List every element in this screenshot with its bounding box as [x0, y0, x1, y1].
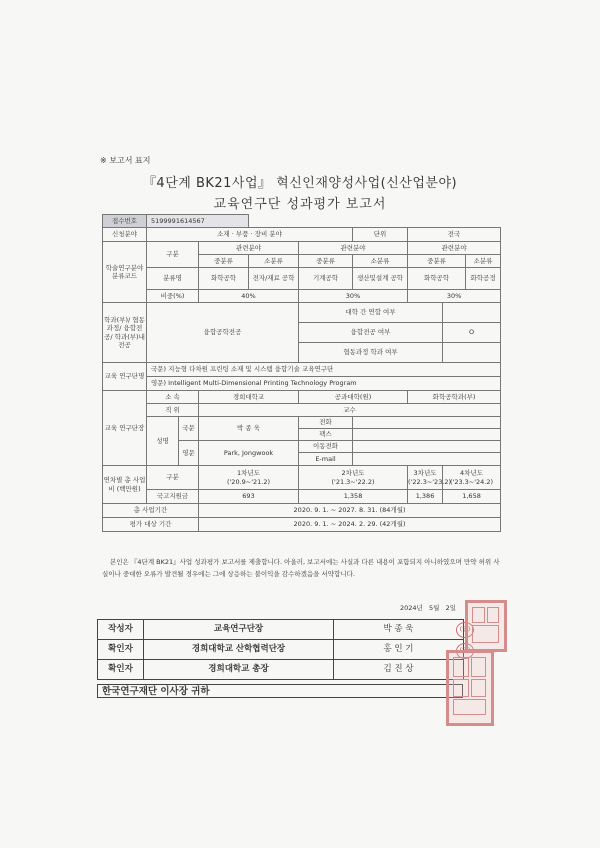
declaration-text: 본인은 『4단계 BK21』사업 성과평가 보고서를 제출합니다. 아울러, 보고서에는 사실과 다른 내용이 포함되지 아니하였으며 만약 허위 사실이나 중대한 오류가 발견될 경우에는 그에 상응하는 불이익을 감수하겠음을 서약합니다. — [102, 558, 500, 578]
year-3-name: 3차년도 — [413, 469, 437, 478]
convergence-question: 융합전공 여부 — [299, 323, 443, 343]
year-2 — [299, 466, 408, 490]
mid-header-2: 중분류 — [299, 255, 353, 268]
affiliation-college: 공과대학(원) — [299, 391, 408, 404]
affiliation-univ: 경희대학교 — [199, 391, 299, 404]
class-name-label: 분류명 — [147, 268, 199, 290]
year-3-period: ('22.3~'23.2) — [408, 477, 452, 486]
affiliation-dept: 화학공학과(부) — [408, 391, 501, 404]
year-4-name: 4차년도 — [460, 469, 484, 478]
mid-header-1: 중분류 — [199, 255, 249, 268]
date-month: 5월 — [429, 604, 440, 612]
mobile-label: 이동전화 — [299, 441, 353, 453]
class-mid-2: 기계공학 — [299, 268, 353, 290]
official-seal-small — [465, 600, 507, 652]
joint-question: 대학 간 연합 여부 — [299, 303, 443, 323]
signature-table — [97, 619, 464, 680]
name-en-label: 영문 — [179, 441, 199, 466]
mid-header-3: 중분류 — [408, 255, 466, 268]
sign-role-1: 작성자 — [98, 620, 144, 640]
date-day: 2일 — [445, 604, 457, 612]
ratio-label: 비중(%) — [147, 290, 199, 303]
dept-value: 융합공학전공 — [147, 303, 299, 363]
leader-label: 교육 연구단장 — [103, 391, 147, 466]
phone-label: 전화 — [299, 417, 353, 429]
sign-role-2: 확인자 — [98, 640, 144, 660]
email-label: E-mail — [299, 453, 353, 466]
name-en: Park, Jongwook — [199, 441, 299, 466]
related-field-2: 관련분야 — [299, 242, 408, 255]
fax-value — [353, 429, 501, 441]
sign-name-1 — [334, 620, 464, 640]
eval-period-label: 평가 대상 기간 — [103, 518, 199, 532]
class-mid-1: 화학공학 — [199, 268, 249, 290]
year-3 — [408, 466, 452, 490]
class-small-2: 생산및설계 공학 — [353, 268, 408, 290]
year-2-period: ('21.3~'22.2) — [331, 477, 375, 486]
footer-addressee: 한국연구재단 이사장 귀하 — [97, 684, 463, 698]
seal-mark-2: (인) — [456, 643, 474, 659]
class-small-1: 전자/재료 공학 — [249, 268, 299, 290]
convergence-answer: O — [443, 323, 501, 343]
small-header-2: 소분류 — [353, 255, 408, 268]
gov-fund-4: 1,658 — [443, 490, 501, 504]
submission-date — [400, 603, 456, 612]
cooperative-question: 협동과정 학과 여부 — [299, 343, 443, 363]
name-label: 성명 — [147, 417, 179, 466]
ratio-3: 30% — [408, 290, 501, 303]
year-1-period: ('20.9~'21.2) — [226, 477, 271, 486]
dept-label: 학과(부)/ 협동과정/ 융합전공/ 학과(부)내 전공 — [103, 303, 147, 363]
gov-fund-1: 693 — [199, 490, 299, 504]
sign-org-2: 경희대학교 산학협력단장 — [144, 640, 334, 660]
total-period-label: 총 사업기간 — [103, 504, 199, 518]
date-year: 2024년 — [400, 604, 423, 612]
reception-label: 접수번호 — [103, 215, 147, 228]
field-value: 소재 · 부품 · 장비 분야 — [147, 228, 353, 242]
cooperative-answer — [443, 343, 501, 363]
ratio-1: 40% — [199, 290, 299, 303]
year-label: 구분 — [147, 466, 199, 490]
gov-fund-label: 국고지원금 — [147, 490, 199, 504]
year-1 — [199, 466, 299, 490]
small-header-3: 소분류 — [466, 255, 501, 268]
field-label: 신청분야 — [103, 228, 147, 242]
name-kr: 박 종 욱 — [199, 417, 299, 441]
email-value — [353, 453, 501, 466]
unit-value: 전국 — [408, 228, 501, 242]
class-mid-3: 화학공학 — [408, 268, 466, 290]
phone-value — [353, 417, 501, 429]
name-kr-label: 국문 — [179, 417, 199, 441]
mobile-value — [353, 441, 501, 453]
gov-fund-3: 1,386 — [408, 490, 443, 504]
position-value: 교수 — [199, 404, 501, 417]
sign-org-1: 교육연구단장 — [144, 620, 334, 640]
related-field-3: 관련분야 — [408, 242, 501, 255]
report-cover-form — [102, 214, 501, 532]
seal-mark-1: (인) — [456, 622, 474, 638]
related-field-1: 관련분야 — [199, 242, 299, 255]
sign-org-3: 경희대학교 총장 — [144, 660, 334, 680]
ratio-2: 30% — [299, 290, 408, 303]
sign-name-1-text: 박 종 욱 — [383, 624, 414, 635]
reception-number: 5199991614567 — [147, 215, 249, 228]
sign-name-2 — [334, 640, 464, 660]
year-2-name: 2차년도 — [341, 469, 365, 478]
small-header-1: 소분류 — [249, 255, 299, 268]
unit-label: 단위 — [353, 228, 408, 242]
team-name-kr: 국문) 지능형 다차원 프린팅 소재 및 시스템 융합기술 교육연구단 — [147, 363, 501, 377]
affiliation-label: 소 속 — [147, 391, 199, 404]
total-period-value: 2020. 9. 1. ~ 2027. 8. 31. (84개월) — [199, 504, 501, 518]
year-1-name: 1차년도 — [237, 469, 260, 478]
sign-name-2-text: 홍 인 기 — [383, 644, 414, 655]
gov-fund-2: 1,358 — [299, 490, 408, 504]
team-name-en: 영문) Intelligent Multi-Dimensional Printing Technology Program — [147, 377, 501, 391]
header-note: ※ 보고서 표지 — [100, 156, 151, 165]
sign-role-3: 확인자 — [98, 660, 144, 680]
budget-label: 연차별 총 사업비 (백만원) — [103, 466, 147, 504]
official-seal-large — [446, 650, 494, 726]
team-label: 교육 연구단명 — [103, 363, 147, 391]
eval-period-value: 2020. 9. 1. ~ 2024. 2. 29. (42개월) — [199, 518, 501, 532]
fax-label: 팩스 — [299, 429, 353, 441]
year-4 — [443, 466, 501, 490]
sign-name-3: 김 진 상 — [334, 660, 464, 680]
category-label: 구분 — [147, 242, 199, 268]
document-title: 『4단계 BK21사업』 혁신인재양성사업(신산업분야) — [142, 176, 458, 191]
position-label: 직 위 — [147, 404, 199, 417]
classification-label: 학술연구분야 분류코드 — [103, 242, 147, 303]
class-small-3: 화학공정 — [466, 268, 501, 290]
year-4-period: ('23.3~'24.2) — [450, 477, 494, 486]
document-subtitle: 교육연구단 성과평가 보고서 — [213, 197, 387, 212]
joint-answer — [443, 303, 501, 323]
